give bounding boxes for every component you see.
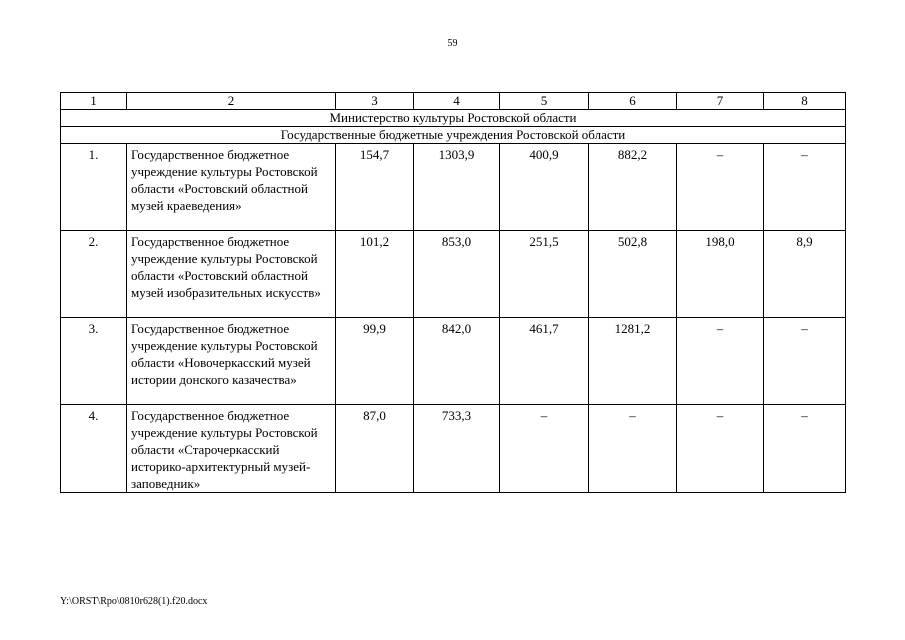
row-number-cell: 3. [61,318,127,405]
institution-name-cell: Государственное бюджетное учреждение культуры Ростовской области «Ростовский областной музей изобразительных искусств» [127,231,336,318]
column-number-cell: 2 [127,93,336,110]
value-cell: 87,0 [336,405,414,493]
table-row [61,405,846,493]
value-cell: – [764,144,846,231]
table-row [61,318,846,405]
value-cell: 101,2 [336,231,414,318]
value-cell: 733,3 [414,405,500,493]
column-number-cell: 4 [414,93,500,110]
value-cell: 8,9 [764,231,846,318]
column-number-cell: 1 [61,93,127,110]
table-row [61,144,846,231]
category-cell: Государственные бюджетные учреждения Ростовской области [61,127,846,144]
column-number-cell: 8 [764,93,846,110]
institution-name-cell: Государственное бюджетное учреждение культуры Ростовской области «Старочеркасский историко-архитектурный музей-заповедник» [127,405,336,493]
table-row [61,231,846,318]
column-number-cell: 6 [589,93,677,110]
value-cell: 1303,9 [414,144,500,231]
value-cell: – [677,144,764,231]
value-cell: – [500,405,589,493]
institution-name-cell: Государственное бюджетное учреждение культуры Ростовской области «Ростовский областной музей краеведения» [127,144,336,231]
value-cell: – [677,318,764,405]
column-number-row [61,93,846,110]
value-cell: 99,9 [336,318,414,405]
value-cell: 400,9 [500,144,589,231]
value-cell: 461,7 [500,318,589,405]
value-cell: 502,8 [589,231,677,318]
column-number-cell: 3 [336,93,414,110]
ministry-cell: Министерство культуры Ростовской области [61,110,846,127]
column-number-cell: 7 [677,93,764,110]
ministry-row [61,110,846,127]
institution-name-cell: Государственное бюджетное учреждение культуры Ростовской области «Новочеркасский музей истории донского казачества» [127,318,336,405]
value-cell: 853,0 [414,231,500,318]
value-cell: 154,7 [336,144,414,231]
row-number-cell: 1. [61,144,127,231]
value-cell: – [677,405,764,493]
data-table [60,92,846,493]
value-cell: 882,2 [589,144,677,231]
value-cell: – [589,405,677,493]
page-number: 59 [447,38,458,49]
footer-file-path: Y:\ORST\Rpo\0810r628(1).f20.docx [60,596,208,607]
row-number-cell: 4. [61,405,127,493]
value-cell: 251,5 [500,231,589,318]
column-number-cell: 5 [500,93,589,110]
value-cell: – [764,318,846,405]
value-cell: 842,0 [414,318,500,405]
category-row [61,127,846,144]
table-body [61,93,846,493]
value-cell: 198,0 [677,231,764,318]
value-cell: 1281,2 [589,318,677,405]
row-number-cell: 2. [61,231,127,318]
value-cell: – [764,405,846,493]
